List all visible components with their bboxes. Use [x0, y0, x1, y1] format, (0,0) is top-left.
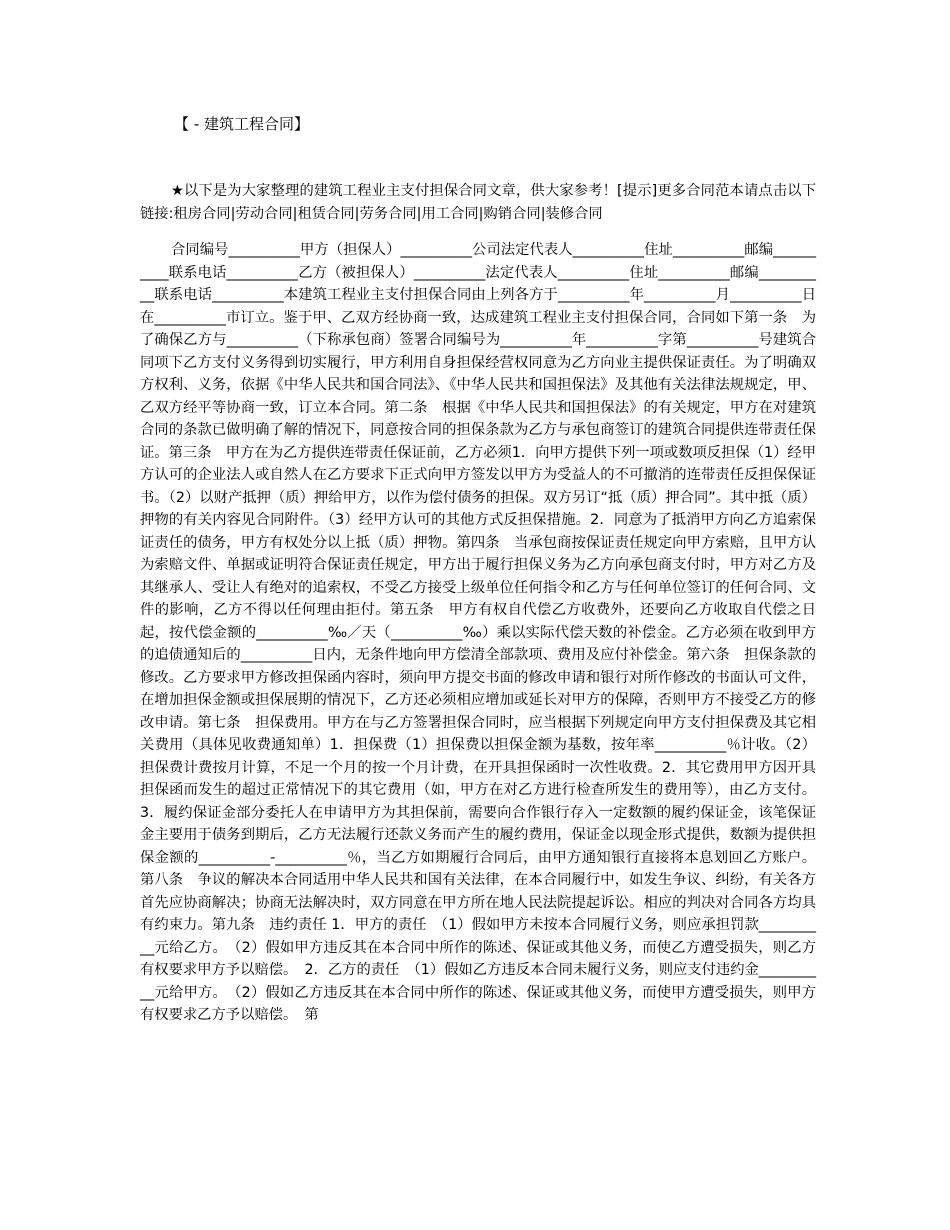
link-separator: | — [292, 205, 298, 222]
link-purchase-contract[interactable]: 购销合同 — [483, 205, 541, 222]
intro-paragraph — [140, 180, 816, 225]
link-separator: | — [230, 205, 236, 222]
link-separator: | — [478, 205, 484, 222]
link-separator: | — [540, 205, 546, 222]
link-employment-contract[interactable]: 用工合同 — [421, 205, 479, 222]
intro-text: 以下是为大家整理的建筑工程业主支付担保合同文章，供大家参考！ — [183, 183, 618, 199]
link-labor-contract[interactable]: 劳动合同 — [235, 205, 293, 222]
star-icon: ★ — [171, 183, 184, 199]
link-service-contract[interactable]: 劳务合同 — [359, 205, 417, 222]
link-separator: | — [416, 205, 422, 222]
link-rent-contract[interactable]: 租房合同 — [173, 205, 231, 222]
more-contracts-text: 更多合同范本请点击以下链接: — [140, 183, 817, 222]
link-renovation-contract[interactable]: 装修合同 — [545, 205, 603, 222]
document-title: 【 - 建筑工程合同】 — [174, 115, 309, 133]
hint-label: [提示] — [617, 183, 658, 199]
link-separator: | — [354, 205, 360, 222]
link-lease-contract[interactable]: 租赁合同 — [297, 205, 355, 222]
contract-body: 合同编号__________甲方（担保人）__________公司法定代表人__________住址__________邮编__________联系电话__________乙方（被担保人）__________法定代表人__________住址__________邮编__________联系电话__________本建筑工程业主支付担保合同由上列各方于__________年__________月__________日在__________市订立。鉴于甲、乙双方经协商一致，达成建筑工程业主支付担保合同，合同如下第一条 为了确保乙方与__________（下称承包商）签署合同编号为__________年__________字第__________号建筑合同项下乙方支付义务得到切实履行，甲方利用自身担保经营权同意为乙方向业主提供保证责任。为了明确双方权利、义务，依据《中华人民共和国合同法》、《中华人民共和国担保法》及其他有关法律法规规定，甲、乙双方经平等协商一致，订立本合同。第二条 根据《中华人民共和国担保法》的有关规定，甲方在对建筑合同的条款已做明确了解的情况下，同意按合同的担保条款为乙方与承包商签订的建筑合同提供连带责任保证。第三条 甲方在为乙方提供连带责任保证前，乙方必须1．向甲方提供下列一项或数项反担保（1）经甲方认可的企业法人或自然人在乙方要求下正式向甲方签发以甲方为受益人的不可撤消的连带责任反担保保证书。（2）以财产抵押（质）押给甲方，以作为偿付债务的担保。双方另订“抵（质）押合同”。其中抵（质）押物的有关内容见合同附件。（3）经甲方认可的其他方式反担保措施。2．同意为了抵消甲方向乙方追索保证责任的债务，甲方有权处分以上抵（质）押物。第四条 当承包商按保证责任规定向甲方索赔，且甲方认为索赔文件、单据或证明符合保证责任规定，甲方出于履行担保义务为乙方向承包商支付时，甲方对乙方及其继承人、受让人有绝对的追索权，不受乙方接受上级单位任何指令和乙方与任何单位签订的任何合同、文件的影响，乙方不得以任何理由拒付。第五条 甲方有权自代偿乙方收费外，还要向乙方收取自代偿之日起，按代偿金额的__________‰／天（__________‰）乘以实际代偿天数的补偿金。乙方必须在收到甲方的追债通知后的__________日内，无条件地向甲方偿清全部款项、费用及应付补偿金。第六条 担保条款的修改。乙方要求甲方修改担保函内容时，须向甲方提交书面的修改申请和银行对所作修改的书面认可文件，在增加担保金额或担保展期的情况下，乙方还必须相应增加或延长对甲方的保障，否则甲方不接受乙方的修改申请。第七条 担保费用。甲方在与乙方签署担保合同时，应当根据下列规定向甲方支付担保费及其它相关费用（具体见收费通知单）1．担保费（1）担保费以担保金额为基数，按年率__________％计收。（2）担保费计费按月计算，不足一个月的按一个月计费，在开具担保函时一次性收费。2．其它费用甲方因开具担保函而发生的超过正常情况下的其它费用（如，甲方在对乙方进行检查所发生的费用等），由乙方支付。3．履约保证金部分委托人在申请甲方为其担保前，需要向合作银行存入一定数额的履约保证金，该笔保证金主要用于债务到期后，乙方无法履行还款义务而产生的履约费用，保证金以现金形式提供，数额为提供担保金额的__________-__________％，当乙方如期履行合同后，由甲方通知银行直接将本息划回乙方账户。第八条 争议的解决本合同适用中华人民共和国有关法律，在本合同履行中，如发生争议、纠纷，有关各方首先应协商解决；协商无法解决时，双方同意在甲方所在地人民法院提起诉讼。相应的判决对合同各方均具有约束力。第九条 违约责任 1．甲方的责任 （1）假如甲方未按本合同履行义务，则应承担罚款__________元给乙方。 （2）假如甲方违反其在本合同中所作的陈述、保证或其他义务，而使乙方遭受损失，则乙方有权要求甲方予以赔偿。 2．乙方的责任 （1）假如乙方违反本合同未履行义务，则应支付违约金__________元给甲方。 （2）假如乙方违反其在本合同中所作的陈述、保证或其他义务，而使甲方遭受损失，则甲方有权要求乙方予以赔偿。 第 — [140, 242, 816, 1023]
